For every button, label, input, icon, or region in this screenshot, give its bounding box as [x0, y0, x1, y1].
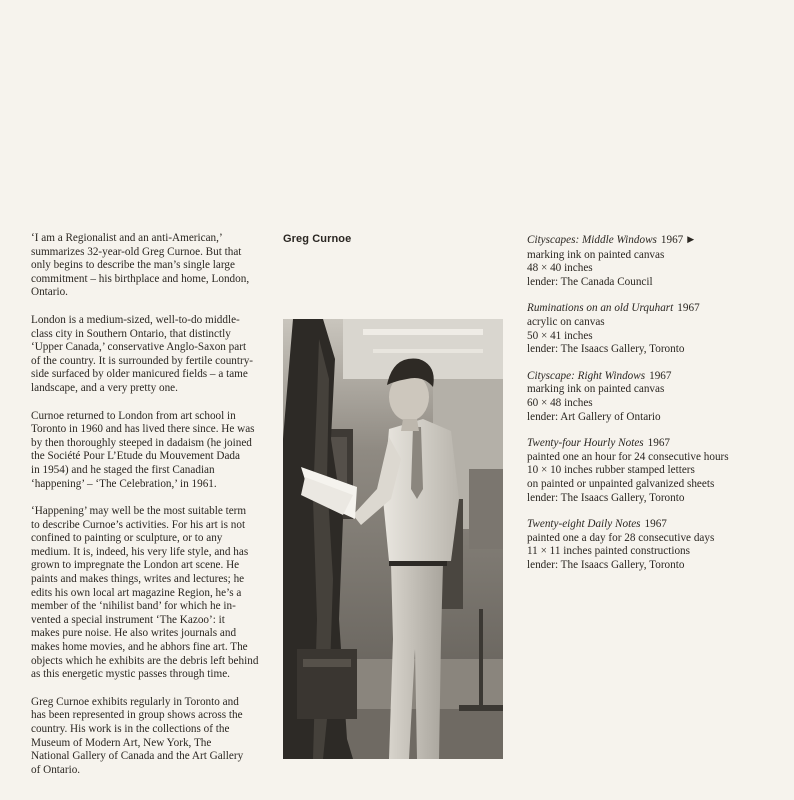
- work-dimensions: 10 × 10 inches rubber stamped letters: [527, 464, 695, 477]
- work-dimensions: 11 × 11 inches painted constructions: [527, 545, 691, 558]
- work-medium: marking ink on painted canvas: [527, 383, 665, 396]
- work-dimensions: 48 × 40 inches: [527, 262, 593, 275]
- work-material: on painted or unpainted galvanized sheets: [527, 477, 715, 490]
- biography-paragraph: Greg Curnoe exhibits regularly in Toronto and has been represented in group shows across the country. His work is in the collections of the Museum of Modern Art, New York, The National Gallery of Canada and the Art Gallery of Ontario.: [31, 695, 244, 776]
- work-medium: marking ink on painted canvas: [527, 248, 665, 261]
- work-lender: lender: The Isaacs Gallery, Toronto: [527, 491, 685, 504]
- work-title-line: [527, 370, 777, 384]
- artist-photograph: [283, 319, 503, 759]
- work-lender: lender: The Canada Council: [527, 275, 653, 288]
- work-title: Ruminations on an old Urquhart: [527, 302, 674, 315]
- work-entry: [527, 302, 777, 356]
- work-lender: lender: The Isaacs Gallery, Toronto: [527, 558, 685, 571]
- work-dimensions: 60 × 48 inches: [527, 396, 593, 409]
- work-year: 1967: [677, 302, 700, 315]
- work-medium: acrylic on canvas: [527, 315, 605, 328]
- triangle-arrow-icon: ▶: [687, 235, 695, 245]
- work-title-line: [527, 518, 777, 532]
- work-year: 1967: [647, 437, 671, 450]
- work-year: 1967: [660, 234, 684, 246]
- work-title: Cityscape: Right Windows: [527, 369, 646, 382]
- work-year: 1967: [644, 518, 667, 531]
- biography-column: [31, 232, 265, 777]
- work-entry: [527, 370, 777, 424]
- work-title-line: [527, 234, 777, 249]
- work-medium: painted one an hour for 24 consecutive hours: [527, 450, 729, 463]
- artist-name-heading: Greg Curnoe: [283, 233, 352, 245]
- work-lender: lender: Art Gallery of Ontario: [527, 410, 661, 423]
- work-lender: lender: The Isaacs Gallery, Toronto: [527, 343, 685, 356]
- work-year: 1967: [649, 369, 672, 382]
- work-title: Twenty-four Hourly Notes: [527, 437, 644, 450]
- work-title-line: [527, 437, 777, 451]
- work-title: Twenty-eight Daily Notes: [527, 518, 641, 531]
- biography-paragraph: Curnoe returned to London from art school in Toronto in 1960 and has lived there since. He was by then thoroughly steeped in dadaism (he joined the Société Pour L’Etude du Mouvement Dada in 1954) and he staged the first Canadian ‘happening’ – ‘The Celebration,’ in 1961.: [31, 409, 255, 490]
- work-entry: [527, 437, 777, 505]
- works-list: [527, 234, 777, 585]
- work-title: Cityscapes: Middle Windows: [527, 234, 657, 246]
- work-medium: painted one a day for 28 consecutive days: [527, 531, 715, 544]
- biography-paragraph: ‘I am a Regionalist and an anti-American,’ summarizes 32-year-old Greg Curnoe. But that only begins to describe the man’s single large commitment – his birthplace and home, London, Ontario.: [31, 232, 250, 299]
- work-entry: [527, 518, 777, 572]
- work-title-line: [527, 302, 777, 316]
- work-dimensions: 50 × 41 inches: [527, 329, 593, 342]
- work-entry: [527, 234, 777, 289]
- biography-paragraph: London is a medium-sized, well-to-do middle- class city in Southern Ontario, that distinctly ‘Upper Canada,’ conservative Anglo-Saxon part of the country. It is surrounded by fertile country- side surfaced by older manicured fields – a tame landscape, and a very pretty one.: [31, 313, 254, 394]
- biography-paragraph: ‘Happening’ may well be the most suitable term to describe Curnoe’s activities. For his art is not confined to painting or sculpture, or to any medium. It is, indeed, his very life style, and has grown to impregnate the London art scene. He paints and makes things, writes and lectures; he edits his own local art magazine Region, he’s a member of the ‘nihilist band’ for which he in- vented a special instrument ‘The Kazoo’: it makes pure noise. He also writes journals and makes home movies, and he abhors fine art. The objects which he exhibits are the debris left behind as this energetic mystic passes through time.: [31, 505, 259, 681]
